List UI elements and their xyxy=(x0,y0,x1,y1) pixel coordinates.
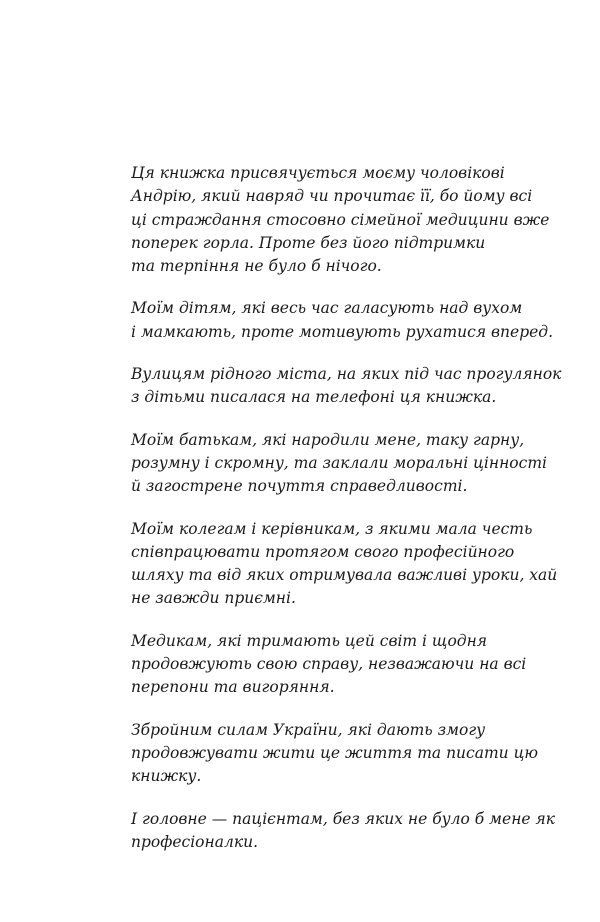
text-line: продовжують свою справу, незважаючи на всі xyxy=(131,655,527,674)
text-line: поперек горла. Проте без його підтримки xyxy=(131,233,486,252)
dedication-paragraph-patients xyxy=(131,808,556,855)
dedication-text xyxy=(131,162,562,873)
dedication-paragraph-colleagues xyxy=(131,518,558,611)
text-line: перепони та вигоряння. xyxy=(131,678,335,697)
text-line: Ця книжка присвячується моєму чоловікові xyxy=(131,164,505,182)
text-line: шляху та від яких отримувала важливі уроки, хай xyxy=(131,566,558,585)
dedication-paragraph-armed-forces xyxy=(131,719,551,789)
text-line: книжку. xyxy=(131,767,202,786)
text-line: і мамкають, проте мотивують рухатися вперед. xyxy=(131,322,554,341)
text-line: Збройним силам України, які дають змогу xyxy=(131,720,486,739)
dedication-paragraph-husband xyxy=(131,162,551,278)
text-line: й загострене почуття справедливості. xyxy=(131,477,468,496)
dedication-paragraph-children xyxy=(131,297,554,344)
text-line: Моїм батькам, які народили мене, таку гарну, xyxy=(131,430,525,449)
text-line: Медикам, які тримають цей світ і щодня xyxy=(131,631,488,650)
text-line: з дітьми писалася на телефоні ця книжка. xyxy=(131,388,497,407)
dedication-paragraph-city xyxy=(131,363,562,410)
dedication-paragraph-medics xyxy=(131,630,551,700)
text-line: Андрію, який навряд чи прочитає її, бо йому всі xyxy=(131,187,533,206)
text-line: Вулицям рідного міста, на яких під час прогулянок xyxy=(131,365,562,384)
dedication-paragraph-parents xyxy=(131,429,551,499)
text-line: та терпіння не було б нічого. xyxy=(131,257,382,276)
text-line: ці страждання стосовно сімейної медицини вже xyxy=(131,210,550,229)
text-line: Моїм колегам і керівникам, з якими мала честь xyxy=(131,519,533,538)
text-line: не завжди приємні. xyxy=(131,589,296,608)
text-line: І головне — пацієнтам, без яких не було б мене як xyxy=(131,809,556,828)
text-line: розумну і скромну, та заклали моральні цінності xyxy=(131,453,547,472)
text-line: Моїм дітям, які весь час галасують над вухом xyxy=(131,299,523,318)
text-line: співпрацювати протягом свого професійного xyxy=(131,542,515,561)
text-line: професіоналки. xyxy=(131,832,258,851)
text-line: продовжувати жити це життя та писати цю xyxy=(131,743,539,762)
